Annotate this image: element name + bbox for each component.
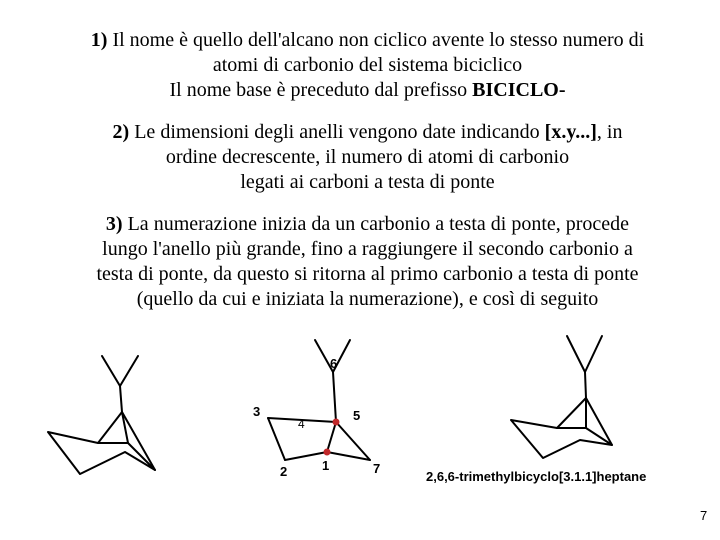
atom-number-6: 6 <box>330 356 338 371</box>
rule-2-line-2: ordine decrescente, il numero di atomi di carbonio <box>165 146 570 168</box>
atom-number-7: 7 <box>373 461 381 476</box>
bridgehead-dot-5 <box>333 419 340 426</box>
rule-2-text-1a: Le dimensioni degli anelli vengono date indicando <box>129 121 545 143</box>
rule-3-line-4: (quello da cui e iniziata la numerazione), e così di seguito <box>136 288 599 310</box>
ring-size-notation: [x.y...] <box>544 121 597 143</box>
atom-number-3: 3 <box>253 404 261 419</box>
rule-2-number: 2) <box>112 121 130 143</box>
rule-1-number: 1) <box>90 29 108 51</box>
rule-1-text-1: Il nome è quello dell'alcano non ciclico avente lo stesso numero di <box>112 29 645 51</box>
rule-2-text-1b: , in <box>596 121 623 143</box>
compound-caption: 2,6,6-trimethylbicyclo[3.1.1]heptane <box>426 469 647 484</box>
rule-2-line-3: legati ai carboni a testa di ponte <box>240 171 495 193</box>
structure-left <box>48 356 155 474</box>
rule-1-line-2: atomi di carbonio del sistema biciclico <box>212 54 523 76</box>
rule-1-text-3: Il nome base è preceduto dal prefisso <box>169 79 473 101</box>
atom-number-1: 1 <box>322 458 330 473</box>
prefix-biciclo: BICICLO- <box>472 79 566 101</box>
atom-number-2: 2 <box>280 464 288 479</box>
rule-3-line-3: testa di ponte, da questo si ritorna al primo carbonio a testa di ponte <box>96 263 639 285</box>
rule-3-text-1: La numerazione inizia da un carbonio a testa di ponte, procede <box>122 213 630 235</box>
structure-right <box>511 336 612 458</box>
rule-3-line-2: lungo l'anello più grande, fino a raggiungere il secondo carbonio a <box>102 238 633 260</box>
atom-number-4: 4 <box>298 417 305 431</box>
bridgehead-dot-1 <box>324 449 331 456</box>
page-number: 7 <box>700 508 708 523</box>
atom-number-5: 5 <box>353 408 361 423</box>
rule-3-number: 3) <box>105 213 123 235</box>
structure-numbered <box>268 340 370 460</box>
